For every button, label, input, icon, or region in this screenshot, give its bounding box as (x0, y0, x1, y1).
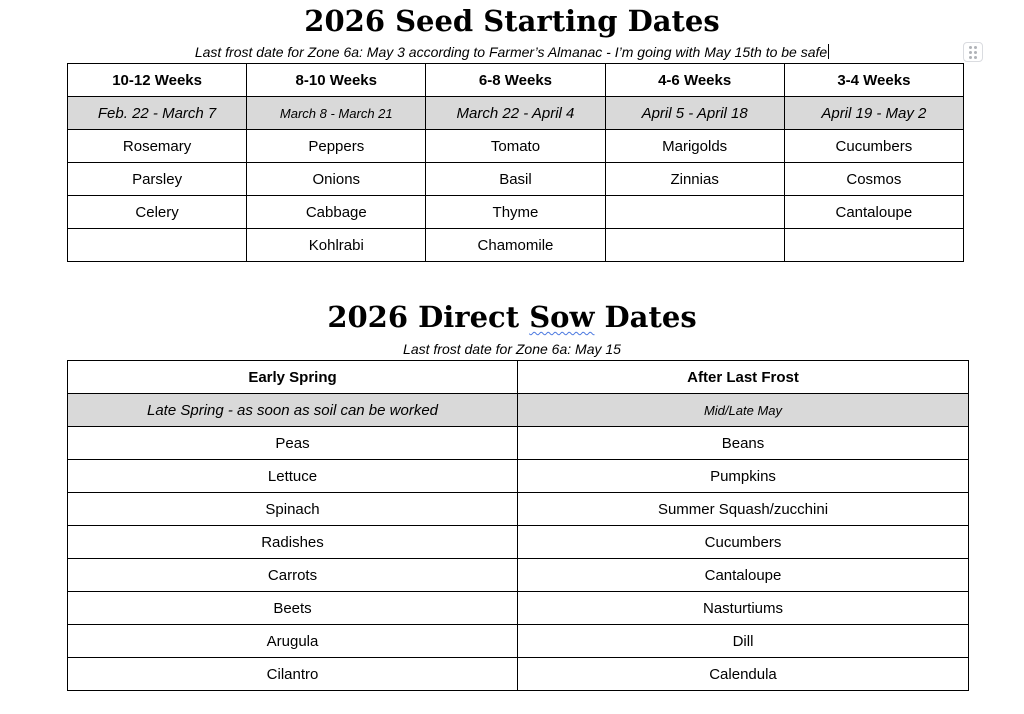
table-cell[interactable]: Marigolds (605, 130, 784, 163)
direct-sow-title: 2026 Direct Sow Dates (327, 300, 697, 334)
table-cell[interactable]: Peas (68, 427, 518, 460)
table-cell[interactable]: Calendula (518, 658, 969, 691)
table-cell[interactable] (605, 196, 784, 229)
table-cell[interactable]: Cantaloupe (784, 196, 963, 229)
table-row (68, 163, 964, 196)
seed-starting-subtitle[interactable]: Last frost date for Zone 6a: May 3 according to Farmer’s Almanac - I’m going with May 15th to be safe (194, 44, 828, 60)
seed-starting-table (67, 63, 964, 262)
table-cell[interactable]: Thyme (426, 196, 605, 229)
table-cell[interactable]: Carrots (68, 559, 518, 592)
table-cell[interactable]: Parsley (68, 163, 247, 196)
table-cell[interactable]: Peppers (247, 130, 426, 163)
spellcheck-word[interactable]: Sow (529, 300, 595, 334)
table-row (68, 625, 969, 658)
table-header-row (68, 361, 969, 394)
header-cell[interactable]: Early Spring (68, 361, 518, 394)
table-cell[interactable]: Chamomile (426, 229, 605, 262)
table-cell[interactable]: Kohlrabi (247, 229, 426, 262)
seed-starting-title: 2026 Seed Starting Dates (304, 4, 720, 38)
date-range-cell[interactable]: March 22 - April 4 (426, 97, 605, 130)
table-cell[interactable]: Beans (518, 427, 969, 460)
table-cell[interactable]: Nasturtiums (518, 592, 969, 625)
table-cell[interactable]: Celery (68, 196, 247, 229)
table-row (68, 658, 969, 691)
table-cell[interactable]: Pumpkins (518, 460, 969, 493)
date-range-row (68, 97, 964, 130)
table-cell[interactable]: Cucumbers (784, 130, 963, 163)
table-cell[interactable]: Summer Squash/zucchini (518, 493, 969, 526)
table-cell[interactable]: Dill (518, 625, 969, 658)
table-cell[interactable]: Cantaloupe (518, 559, 969, 592)
header-cell[interactable]: 4-6 Weeks (605, 64, 784, 97)
text-cursor (828, 44, 829, 59)
table-header-row (68, 64, 964, 97)
date-range-cell[interactable]: Feb. 22 - March 7 (68, 97, 247, 130)
table-row (68, 196, 964, 229)
table-row (68, 130, 964, 163)
table-cell[interactable]: Onions (247, 163, 426, 196)
direct-sow-subtitle[interactable]: Last frost date for Zone 6a: May 15 (403, 341, 621, 357)
table-cell[interactable]: Cilantro (68, 658, 518, 691)
table-cell[interactable]: Tomato (426, 130, 605, 163)
date-range-row (68, 394, 969, 427)
table-cell[interactable]: Zinnias (605, 163, 784, 196)
date-range-cell[interactable]: Late Spring - as soon as soil can be worked (68, 394, 518, 427)
direct-sow-table (67, 360, 969, 691)
table-cell[interactable]: Arugula (68, 625, 518, 658)
table-row (68, 526, 969, 559)
table-cell[interactable] (605, 229, 784, 262)
table-cell[interactable]: Rosemary (68, 130, 247, 163)
table-row (68, 559, 969, 592)
date-range-cell[interactable]: April 19 - May 2 (784, 97, 963, 130)
header-cell[interactable]: 3-4 Weeks (784, 64, 963, 97)
header-cell[interactable]: 6-8 Weeks (426, 64, 605, 97)
table-row (68, 460, 969, 493)
date-range-cell[interactable]: March 8 - March 21 (247, 97, 426, 130)
table-row (68, 229, 964, 262)
header-cell[interactable]: 8-10 Weeks (247, 64, 426, 97)
table-cell[interactable] (784, 229, 963, 262)
table-row (68, 493, 969, 526)
table-cell[interactable] (68, 229, 247, 262)
table-cell[interactable]: Cucumbers (518, 526, 969, 559)
table-cell[interactable]: Spinach (68, 493, 518, 526)
table-cell[interactable]: Radishes (68, 526, 518, 559)
table-cell[interactable]: Cosmos (784, 163, 963, 196)
table-cell[interactable]: Basil (426, 163, 605, 196)
date-range-cell[interactable]: Mid/Late May (518, 394, 969, 427)
table-cell[interactable]: Beets (68, 592, 518, 625)
header-cell[interactable]: After Last Frost (518, 361, 969, 394)
table-row (68, 427, 969, 460)
header-cell[interactable]: 10-12 Weeks (68, 64, 247, 97)
table-cell[interactable]: Lettuce (68, 460, 518, 493)
date-range-cell[interactable]: April 5 - April 18 (605, 97, 784, 130)
table-drag-handle-icon[interactable] (963, 42, 983, 62)
table-row (68, 592, 969, 625)
table-cell[interactable]: Cabbage (247, 196, 426, 229)
